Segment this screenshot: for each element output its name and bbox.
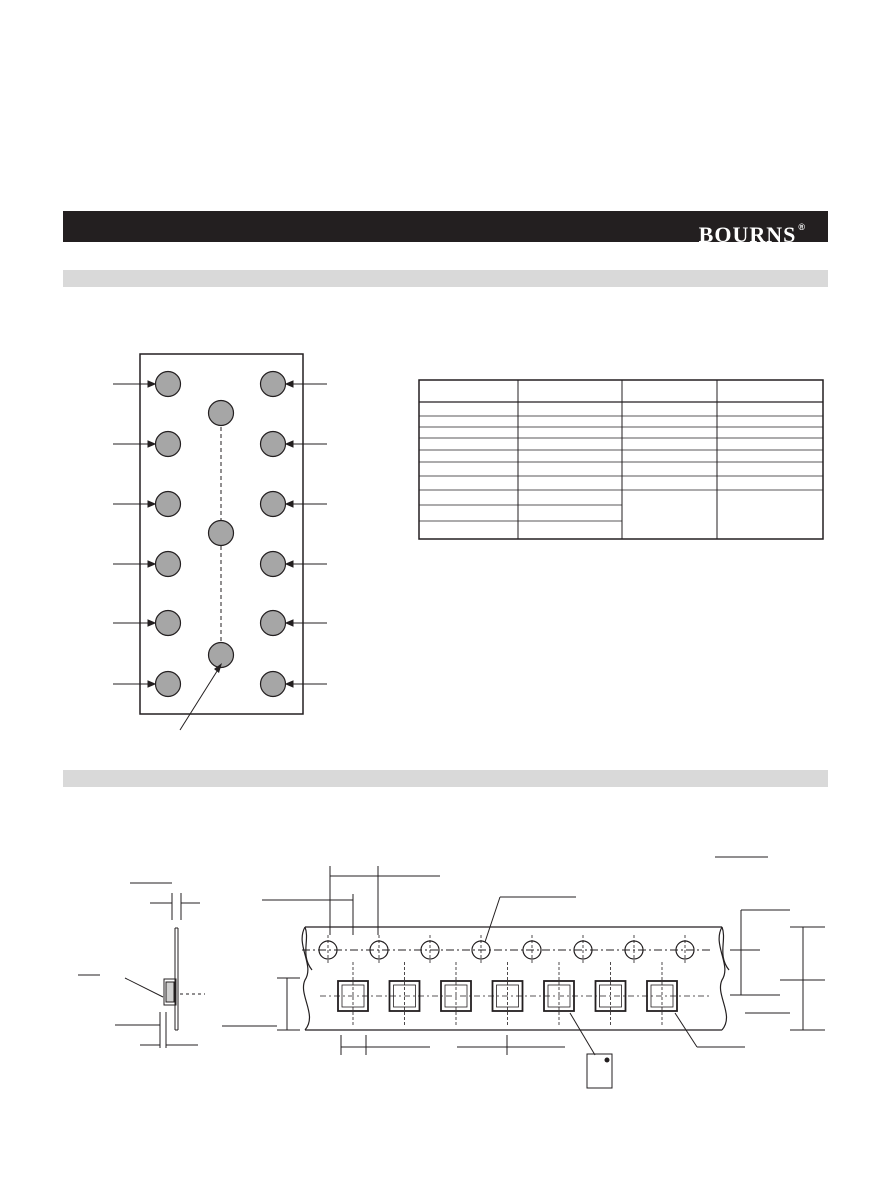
registered-mark: ®	[798, 222, 806, 232]
tape-strip	[302, 927, 729, 1030]
pin1-marker-dot	[605, 1058, 610, 1063]
logo-text: BOURNS	[698, 222, 797, 247]
tape-side-profile	[78, 883, 205, 1048]
tape-dimensions	[222, 857, 825, 1055]
